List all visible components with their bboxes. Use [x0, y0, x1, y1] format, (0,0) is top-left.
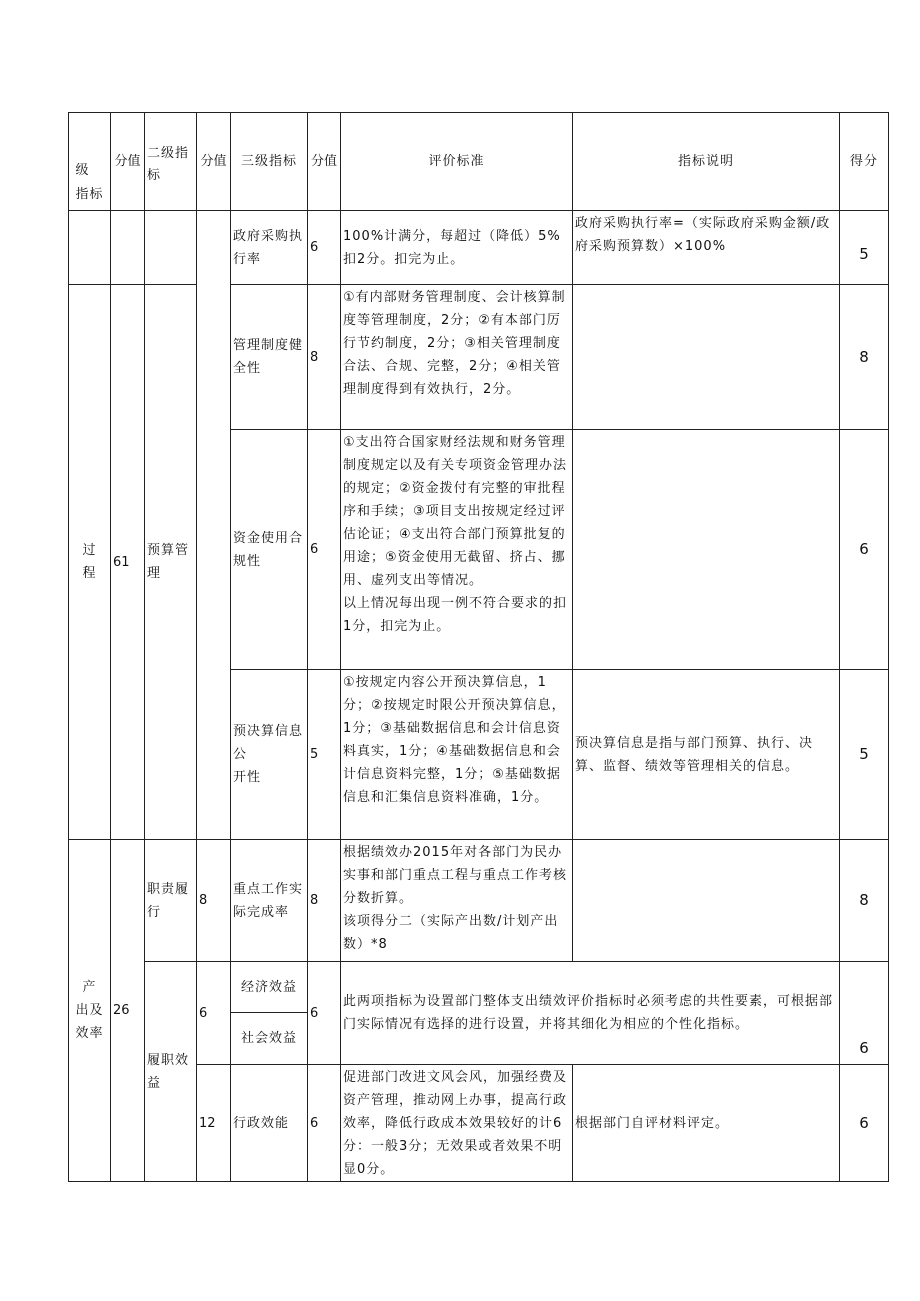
- header-result: 得分: [839, 112, 889, 211]
- admin-score2: 12: [196, 1064, 231, 1182]
- process-score1: 61: [110, 284, 145, 840]
- header-level3: 三级指标: [230, 112, 308, 211]
- benefit-score: 6: [307, 961, 341, 1065]
- mgmt-score: 8: [307, 284, 341, 430]
- disclosure-score: 5: [307, 669, 341, 840]
- admin-score: 6: [307, 1064, 341, 1182]
- benefit-score2: 6: [196, 961, 231, 1065]
- disclosure-result: 5: [839, 669, 889, 840]
- procurement-name: 政府采购执 行率: [230, 210, 308, 285]
- disclosure-name: 预决算信息 公 开性: [230, 669, 308, 840]
- funds-score: 6: [307, 429, 341, 670]
- funds-notes: [572, 429, 840, 670]
- header-score3: 分值: [307, 112, 341, 211]
- benefit-level2: 履职效 益: [144, 961, 197, 1182]
- header-level2: 二级指 标: [144, 112, 197, 211]
- mgmt-criteria: ①有内部财务管理制度、会计核算制度等管理制度，2分；②有本部门厉行节约制度，2分；③相关管理制度合法、合规、完整，2分；④相关管理制度得到有效执行，2分。: [340, 284, 573, 430]
- process-level1: 过 程: [68, 284, 111, 840]
- funds-result: 6: [839, 429, 889, 670]
- admin-name: 行政效能: [230, 1064, 308, 1182]
- disclosure-notes: 预决算信息是指与部门预算、执行、决算、监督、绩效等管理相关的信息。: [572, 669, 840, 840]
- procurement-score: 6: [307, 210, 341, 285]
- admin-criteria: 促进部门改进文风会风，加强经费及资产管理，推动网上办事，提高行政效率，降低行政成本效果较好的计6分：一般3分；无效果或者效果不明显0分。: [340, 1064, 573, 1182]
- disclosure-criteria: ①按规定内容公开预决算信息，1分；②按规定时限公开预决算信息，1分；③基础数据信息和会计信息资料真实，1分；④基础数据信息和会计信息资料完整，1分；⑤基础数据信息和汇集信息资料准确，1分。: [340, 669, 573, 840]
- mgmt-notes: [572, 284, 840, 430]
- duty-notes: [572, 839, 840, 962]
- admin-notes: 根据部门自评材料评定。: [572, 1064, 840, 1182]
- duty-score2: 8: [196, 839, 231, 962]
- blank-cell: [144, 210, 197, 285]
- benefit-result: 6: [839, 961, 889, 1065]
- header-score1: 分值: [110, 112, 145, 211]
- econ-name: 经济效益: [230, 961, 308, 1013]
- mgmt-name: 管理制度健 全性: [230, 284, 308, 430]
- funds-criteria: ①支出符合国家财经法规和财务管理制度规定以及有关专项资金管理办法的规定；②资金拨付有完整的审批程序和手续；③项目支出按规定经过评估论证；④支出符合部门预算批复的用途；⑤资金使用无截留、挤占、挪用、虚列支出等情况。 以上情况每出现一例不符合要求的扣1分，扣完为止。: [340, 429, 573, 670]
- header-score2: 分值: [196, 112, 231, 211]
- duty-level2: 职责履 行: [144, 839, 197, 962]
- header-criteria: 评价标准: [340, 112, 573, 211]
- admin-result: 6: [839, 1064, 889, 1182]
- duty-criteria: 根据绩效办2015年对各部门为民办实事和部门重点工程与重点工作考核分数折算。 该项得分二（实际产出数/计划产出数）*8: [340, 839, 573, 962]
- mgmt-result: 8: [839, 284, 889, 430]
- header-notes: 指标说明: [572, 112, 840, 211]
- duty-name: 重点工作实 际完成率: [230, 839, 308, 962]
- benefit-criteria: 此两项指标为设置部门整体支出绩效评价指标时必须考虑的共性要素，可根据部门实际情况有选择的进行设置，并将其细化为相应的个性化指标。: [340, 961, 840, 1065]
- social-name: 社会效益: [230, 1012, 308, 1065]
- output-level1: 产 出及 效率: [68, 839, 111, 1182]
- blank-cell: [68, 210, 111, 285]
- procurement-result: 5: [839, 210, 889, 285]
- output-score1: 26: [110, 839, 145, 1182]
- header-level1: 级 指标: [68, 112, 111, 211]
- funds-name: 资金使用合 规性: [230, 429, 308, 670]
- procurement-criteria: 100%计满分，每超过（降低）5%扣2分。扣完为止。: [340, 210, 573, 285]
- procurement-notes: 政府采购执行率=（实际政府采购金额/政府采购预算数）×100%: [572, 210, 840, 285]
- duty-result: 8: [839, 839, 889, 962]
- process-level2: 预算管 理: [144, 284, 197, 840]
- blank-cell: [196, 210, 231, 840]
- blank-cell: [110, 210, 145, 285]
- duty-score: 8: [307, 839, 341, 962]
